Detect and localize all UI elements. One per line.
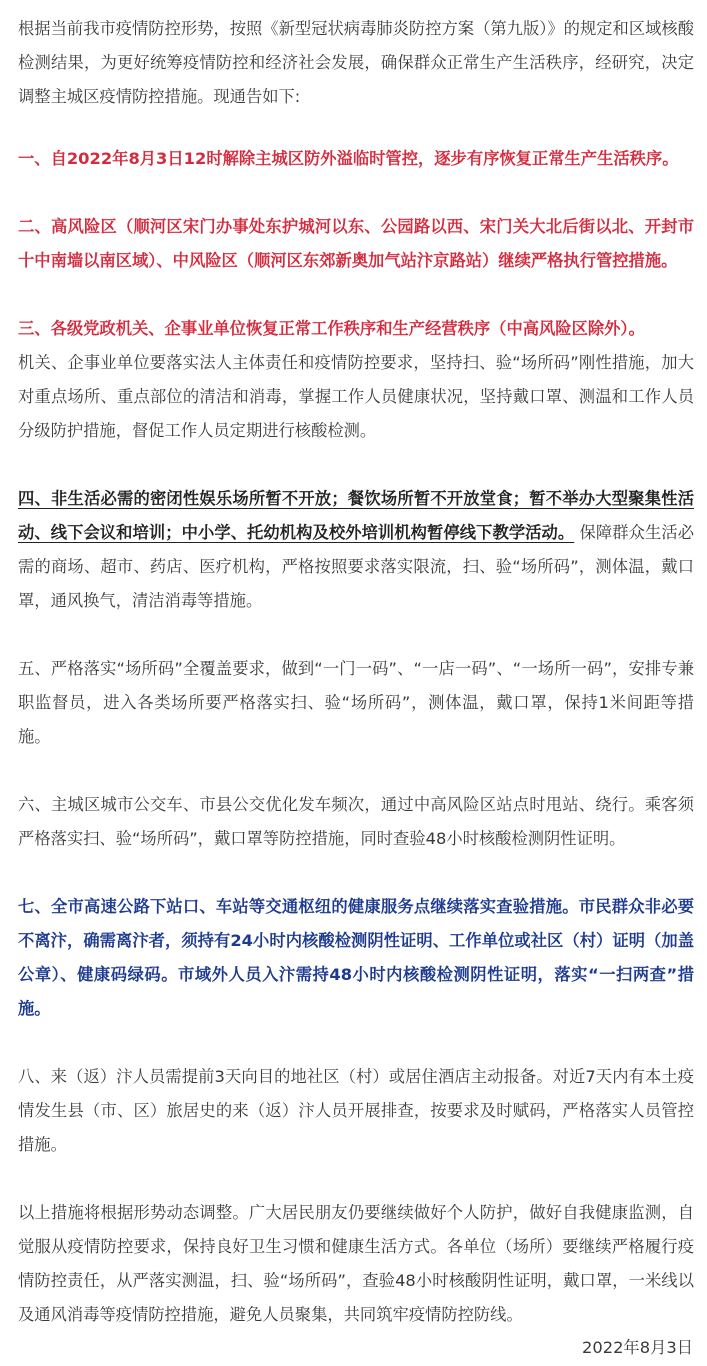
item-4-heading: 四、非生活必需的密闭性娱乐场所暂不开放；餐饮场所暂不开放堂食；暂不举办大型聚集性活动、线下会议和培训；中小学、托幼机构及校外培训机构暂停线下教学活动。: [18, 489, 694, 542]
notice-date: 2022年8月3日: [582, 1338, 693, 1357]
item-2-paragraph: 二、高风险区（顺河区宋门办事处东护城河以东、公园路以西、宋门关大北后街以北、开封市十中南墙以南区域）、中风险区（顺河区东郊新奥加气站汴京路站）继续严格执行管控措施。: [18, 217, 694, 270]
item-3-paragraph: [18, 312, 694, 448]
notice-article: [18, 12, 694, 1366]
item-7-paragraph: 七、全市高速公路下站口、车站等交通枢纽的健康服务点继续落实查验措施。市民群众非必要不离汴，确需离汴者，须持有24小时内核酸检测阴性证明、工作单位或社区（村）证明（加盖公章）、健康码绿码。市域外人员入汴需持48小时内核酸检测阴性证明，落实“一扫两查”措施。: [18, 897, 694, 1018]
closing-paragraph: 以上措施将根据形势动态调整。广大居民朋友仍要继续做好个人防护，做好自我健康监测，自觉服从疫情防控要求，保持良好卫生习惯和健康生活方式。各单位（场所）要继续严格履行疫情防控责任，从严落实测温，扫、验“场所码”，查验48小时核酸阴性证明，戴口罩，一米线以及通风消毒等疫情防控措施，避免人员聚集，共同筑牢疫情防控防线。: [18, 1203, 694, 1324]
item-3-heading: 三、各级党政机关、企事业单位恢复正常工作秩序和生产经营秩序（中高风险区除外）。: [18, 319, 645, 338]
item-3-body: 机关、企事业单位要落实法人主体责任和疫情防控要求，坚持扫、验“场所码”刚性措施，加大对重点场所、重点部位的清洁和消毒，掌握工作人员健康状况，坚持戴口罩、测温和工作人员分级防护措施，督促工作人员定期进行核酸检测。: [18, 353, 694, 440]
item-5-paragraph: 五、严格落实“场所码”全覆盖要求，做到“一门一码”、“一店一码”、“一场所一码”，安排专兼职监督员，进入各类场所要严格落实扫、验“场所码”，测体温，戴口罩，保持1米间距等措施。: [18, 659, 694, 746]
item-4-paragraph: [18, 482, 694, 618]
item-4-body: 保障群众生活必需的商场、超市、药店、医疗机构，严格按照要求落实限流，扫、验“场所码”，测体温，戴口罩，通风换气，清洁消毒等措施。: [18, 523, 694, 610]
item-8-paragraph: 八、来（返）汴人员需提前3天向目的地社区（村）或居住酒店主动报备。对近7天内有本土疫情发生县（市、区）旅居史的来（返）汴人员开展排查，按要求及时赋码，严格落实人员管控措施。: [18, 1067, 694, 1154]
intro-paragraph: 根据当前我市疫情防控形势，按照《新型冠状病毒肺炎防控方案（第九版）》的规定和区域核酸检测结果，为更好统筹疫情防控和经济社会发展，确保群众正常生产生活秩序，经研究，决定调整主城区疫情防控措施。现通告如下:: [18, 19, 694, 106]
item-6-paragraph: 六、主城区城市公交车、市县公交优化发车频次，通过中高风险区站点时甩站、绕行。乘客须严格落实扫、验“场所码”，戴口罩等防控措施，同时查验48小时核酸检测阴性证明。: [18, 795, 694, 848]
item-1-paragraph: 一、自2022年8月3日12时解除主城区防外溢临时管控，逐步有序恢复正常生产生活秩序。: [18, 149, 679, 168]
